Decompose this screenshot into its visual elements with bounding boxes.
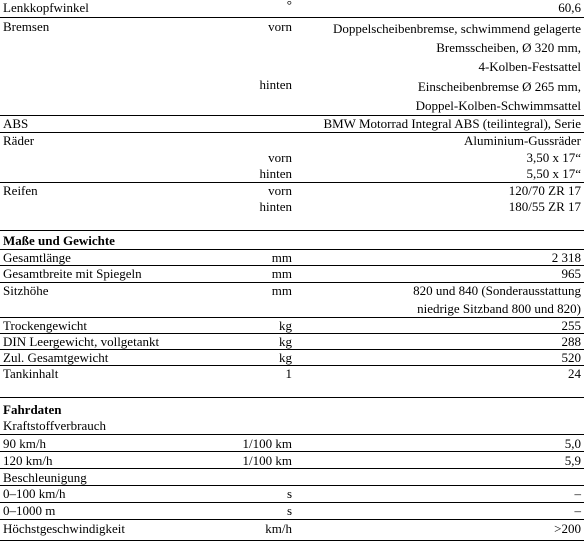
unit-verbrauch-90: 1/100 km (242, 436, 292, 451)
label-verbrauch-120: 120 km/h (3, 453, 53, 468)
label-gesamtlaenge: Gesamtlänge (3, 250, 71, 265)
unit-bremsen-front: vorn (268, 19, 292, 34)
label-din-leergewicht: DIN Leergewicht, vollgetankt (3, 334, 160, 349)
value-lenkkopfwinkel: 60,6 (558, 0, 581, 15)
unit-hoechstgeschwindigkeit: km/h (265, 521, 292, 536)
value-reifen-rear: 180/55 ZR 17 (508, 199, 581, 214)
row-beschl-1000 (0, 502, 584, 520)
value-gesamtbreite: 965 (561, 266, 581, 281)
row-beschleunigung (0, 468, 584, 486)
row-lenkkopfwinkel (0, 0, 584, 18)
value-hoechstgeschwindigkeit: >200 (554, 521, 581, 536)
row-beschl-100 (0, 485, 584, 503)
row-gesamtlaenge (0, 249, 584, 266)
label-beschl-100: 0–100 km/h (3, 486, 66, 501)
label-beschl-1000: 0–1000 m (3, 503, 56, 518)
value-sitzhoehe-2: niedrige Sitzband 800 und 820) (417, 301, 581, 316)
unit-reifen-front: vorn (268, 183, 292, 198)
unit-lenkkopfwinkel: ° (286, 0, 292, 12)
row-zul-gesamtgewicht (0, 349, 584, 366)
unit-verbrauch-120: 1/100 km (242, 453, 292, 468)
label-zul-gesamtgewicht: Zul. Gesamtgewicht (3, 350, 109, 365)
unit-tankinhalt: 1 (285, 366, 292, 381)
value-raeder: Aluminium-Gussräder (464, 133, 581, 148)
unit-gesamtbreite: mm (271, 266, 292, 281)
row-din-leergewicht (0, 333, 584, 350)
label-bremsen: Bremsen (3, 19, 50, 34)
label-abs: ABS (3, 116, 29, 131)
row-hoechstgeschwindigkeit (0, 519, 584, 541)
row-verbrauch-120 (0, 451, 584, 469)
value-sitzhoehe-1: 820 und 840 (Sonderausstattung (413, 283, 581, 298)
label-lenkkopfwinkel: Lenkkopfwinkel (3, 0, 89, 15)
label-kraftstoffverbrauch: Kraftstoffverbrauch (3, 418, 106, 433)
row-verbrauch-90 (0, 434, 584, 452)
section-masse-header (0, 230, 584, 250)
value-bremsen-rear-1: Einscheibenbremse Ø 265 mm, (417, 79, 581, 94)
value-raeder-rear: 5,50 x 17“ (526, 166, 581, 181)
section-fahrdaten-header (0, 397, 584, 417)
unit-beschl-100: s (286, 486, 292, 501)
unit-din-leergewicht: kg (279, 334, 292, 349)
row-gesamtbreite (0, 265, 584, 283)
row-reifen (0, 182, 584, 216)
row-trockengewicht (0, 317, 584, 334)
row-abs (0, 115, 584, 133)
row-tankinhalt (0, 365, 584, 383)
label-sitzhoehe: Sitzhöhe (3, 283, 49, 298)
value-bremsen-front-2: Bremsscheiben, Ø 320 mm, (436, 40, 581, 55)
label-tankinhalt: Tankinhalt (3, 366, 59, 381)
unit-sitzhoehe: mm (271, 283, 292, 298)
value-zul-gesamtgewicht: 520 (561, 350, 581, 365)
label-trockengewicht: Trockengewicht (3, 318, 88, 333)
value-gesamtlaenge: 2 318 (551, 250, 581, 265)
unit-beschl-1000: s (286, 503, 292, 518)
label-beschleunigung: Beschleunigung (3, 470, 87, 485)
label-hoechstgeschwindigkeit: Höchstgeschwindigkeit (3, 521, 126, 536)
row-bremsen (0, 17, 584, 115)
label-reifen: Reifen (3, 183, 38, 198)
value-raeder-front: 3,50 x 17“ (526, 150, 581, 165)
label-verbrauch-90: 90 km/h (3, 436, 46, 451)
value-bremsen-front-1: Doppelscheibenbremse, schwimmend gelagerte (333, 21, 581, 36)
value-verbrauch-90: 5,0 (564, 436, 581, 451)
unit-zul-gesamtgewicht: kg (279, 350, 292, 365)
section-title-fahrdaten: Fahrdaten (3, 402, 62, 417)
value-reifen-front: 120/70 ZR 17 (508, 183, 581, 198)
section-title-masse: Maße und Gewichte (3, 233, 115, 248)
value-tankinhalt: 24 (568, 366, 581, 381)
value-beschl-1000: – (574, 503, 581, 518)
value-trockengewicht: 255 (561, 318, 581, 333)
unit-raeder-rear: hinten (259, 166, 292, 181)
value-abs: BMW Motorrad Integral ABS (teilintegral), Serie (323, 116, 581, 131)
unit-gesamtlaenge: mm (271, 250, 292, 265)
value-bremsen-rear-2: Doppel-Kolben-Schwimmsattel (415, 98, 581, 113)
label-raeder: Räder (3, 133, 35, 148)
unit-bremsen-rear: hinten (259, 77, 292, 92)
row-raeder (0, 132, 584, 183)
unit-reifen-rear: hinten (259, 199, 292, 214)
value-din-leergewicht: 288 (561, 334, 581, 349)
unit-trockengewicht: kg (279, 318, 292, 333)
value-beschl-100: – (574, 486, 581, 501)
unit-raeder-front: vorn (268, 150, 292, 165)
row-kraftstoffverbrauch (0, 417, 584, 434)
row-sitzhoehe (0, 282, 584, 318)
label-gesamtbreite: Gesamtbreite mit Spiegeln (3, 266, 142, 281)
value-verbrauch-120: 5,9 (564, 453, 581, 468)
value-bremsen-front-3: 4-Kolben-Festsattel (478, 59, 581, 74)
